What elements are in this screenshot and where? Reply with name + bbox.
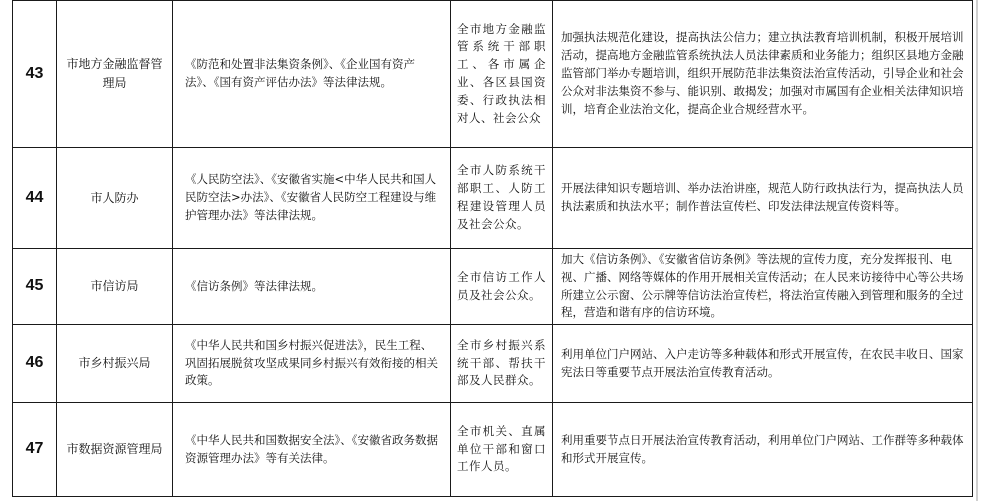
laws-cell: 《中华人民共和国乡村振兴促进法》，民生工程、巩固拓展脱贫攻坚成果同乡村振兴有效衔接的相关政策。 (173, 325, 451, 403)
table-row (13, 249, 973, 325)
table-row (13, 403, 973, 497)
page-edge-divider (976, 0, 978, 501)
measures-cell: 利用重要节点日开展法治宣传教育活动，利用单位门户网站、工作群等多种载体和形式开展宣传。 (553, 403, 973, 497)
target-cell: 全市机关、直属单位干部和窗口工作人员。 (451, 403, 553, 497)
measures-cell: 利用单位门户网站、入户走访等多种载体和形式开展宣传，在农民丰收日、国家宪法日等重要节点开展法治宣传教育活动。 (553, 325, 973, 403)
target-cell: 全市地方金融监管系统干部职工、各市属企业、各区县国资委、行政执法相对人、社会公众 (451, 1, 553, 148)
measures-cell: 加大《信访条例》、《安徽省信访条例》等法规的宣传力度，充分发挥报刊、电视、广播、网络等媒体的作用开展相关宣传活动；在人民来访接待中心等公共场所建立公示窗、公示牌等信访法治宣传栏，将法治宣传融入到管理和服务的全过程，营造和谐有序的信访环境。 (553, 249, 973, 325)
row-number: 44 (13, 148, 57, 249)
unit-cell: 市地方金融监督管理局 (57, 1, 173, 148)
laws-cell: 《人民防空法》、《安徽省实施<中华人民共和国人民防空法>办法》、《安徽省人民防空工程建设与维护管理办法》等法律法规。 (173, 148, 451, 249)
laws-cell: 《防范和处置非法集资条例》、《企业国有资产法》、《国有资产评估办法》等法律法规。 (173, 1, 451, 148)
unit-cell: 市乡村振兴局 (57, 325, 173, 403)
row-number: 47 (13, 403, 57, 497)
law-publicity-table (12, 0, 973, 497)
unit-cell: 市人防办 (57, 148, 173, 249)
target-cell: 全市人防系统干部职工、人防工程建设管理人员及社会公众。 (451, 148, 553, 249)
target-cell: 全市乡村振兴系统干部、帮扶干部及人民群众。 (451, 325, 553, 403)
table-row (13, 148, 973, 249)
unit-cell: 市数据资源管理局 (57, 403, 173, 497)
measures-cell: 加强执法规范化建设，提高执法公信力；建立执法教育培训机制，积极开展培训活动，提高地方金融监管系统执法人员法律素质和业务能力；组织区县地方金融监管部门举办专题培训，组织开展防范非法集资法治宣传活动，引导企业和社会公众对非法集资不参与、能识别、敢揭发；加强对市属国有企业相关法律知识培训，培育企业法治文化，提高企业合规经营水平。 (553, 1, 973, 148)
row-number: 45 (13, 249, 57, 325)
table-row (13, 1, 973, 148)
laws-cell: 《信访条例》等法律法规。 (173, 249, 451, 325)
row-number: 46 (13, 325, 57, 403)
measures-cell: 开展法律知识专题培训、举办法治讲座，规范人防行政执法行为，提高执法人员执法素质和执法水平；制作普法宣传栏、印发法律法规宣传资料等。 (553, 148, 973, 249)
laws-cell: 《中华人民共和国数据安全法》、《安徽省政务数据资源管理办法》等有关法律。 (173, 403, 451, 497)
unit-cell: 市信访局 (57, 249, 173, 325)
row-number: 43 (13, 1, 57, 148)
table-row (13, 325, 973, 403)
target-cell: 全市信访工作人员及社会公众。 (451, 249, 553, 325)
